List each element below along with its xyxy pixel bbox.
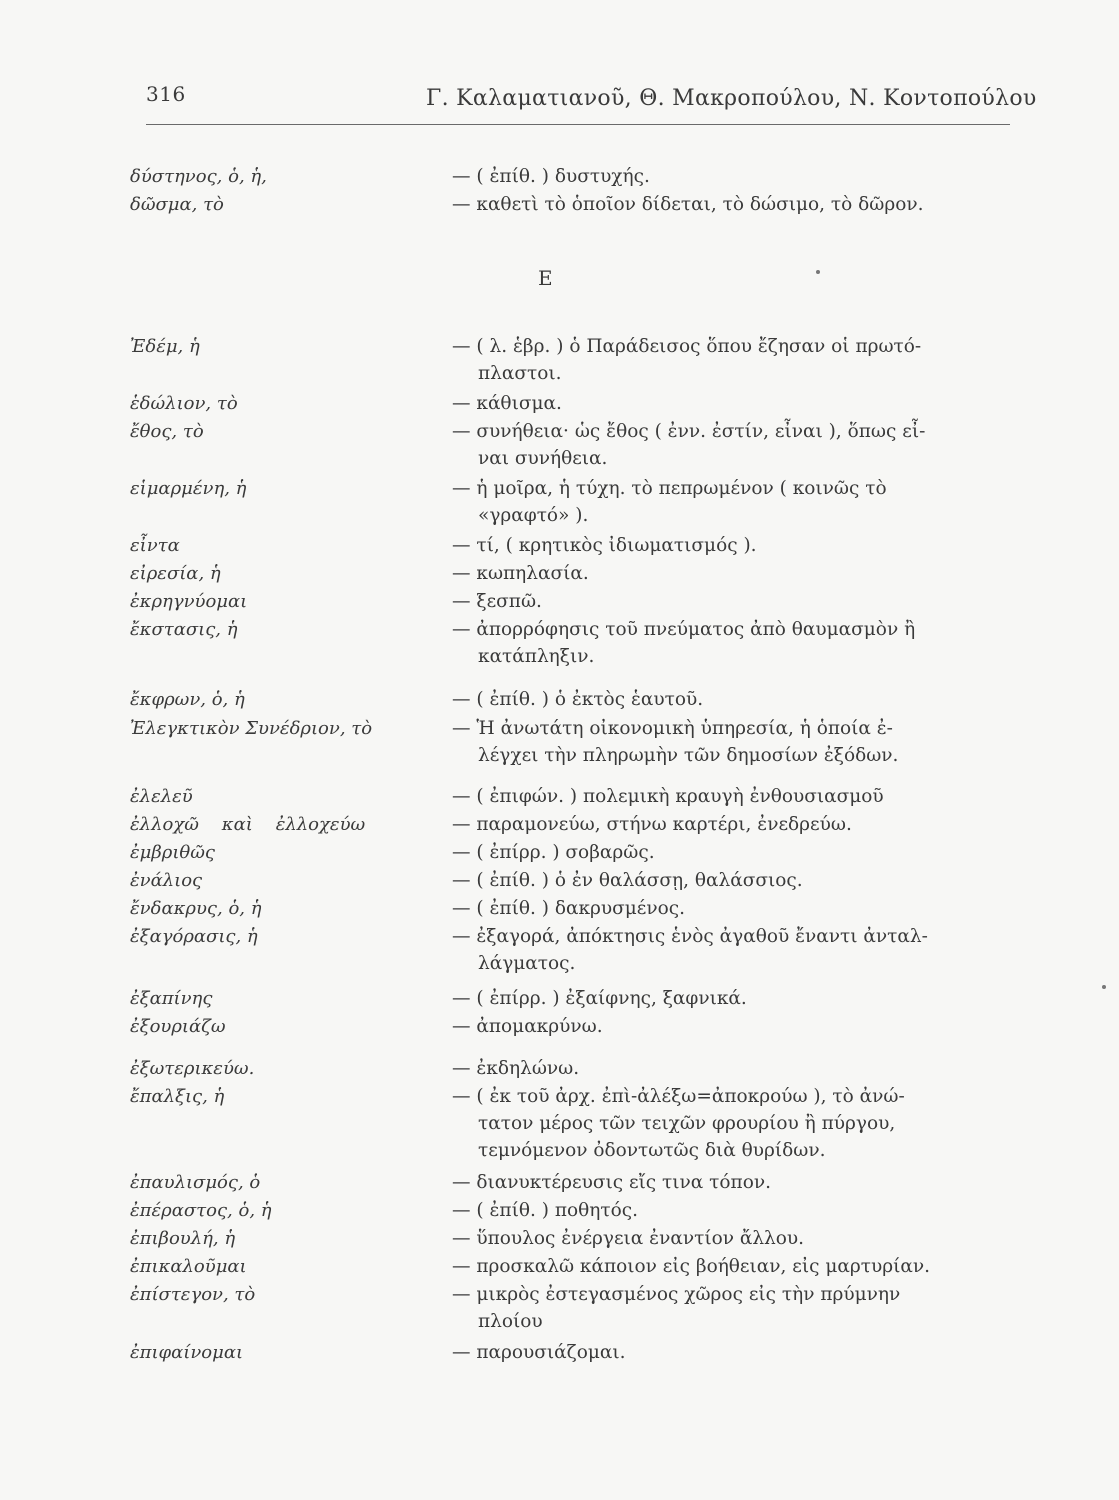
definition-line: — ( ἐπίθ. ) δακρυσμένος. <box>452 898 685 919</box>
entry-term: ἑδώλιον, τὸ <box>130 393 238 414</box>
running-head: Γ. Καλαματιανοῦ, Θ. Μακροπούλου, Ν. Κοντοπούλου <box>426 86 1037 111</box>
definition-line: — ( ἐπίθ. ) ὁ ἐκτὸς ἑαυτοῦ. <box>452 689 704 710</box>
entry-definition <box>452 418 987 472</box>
definition-line: — ( ἐπίθ. ) ὁ ἐν θαλάσσῃ, θαλάσσιος. <box>452 870 803 891</box>
entry-term: ἐνάλιος <box>130 870 203 891</box>
definition-line: — μικρὸς ἐστεγασμένος χῶρος εἰς τὴν πρύμνην <box>452 1284 901 1305</box>
definition-line: — ἐξαγορά, ἀπόκτησις ἑνὸς ἀγαθοῦ ἔναντι ἀνταλ- <box>452 926 928 947</box>
entry-term: ἔθος, τὸ <box>130 421 204 442</box>
definition-line: λάγματος. <box>478 953 576 974</box>
entry-term: Ἐδέμ, ἡ <box>130 336 200 357</box>
definition-line: τεμνόμενον ὀδοντωτῶς διὰ θυρίδων. <box>478 1140 826 1161</box>
entry-definition <box>452 588 987 615</box>
entry-term: εἱμαρμένη, ἡ <box>130 478 247 499</box>
entry-definition <box>452 1083 987 1164</box>
entry-definition <box>452 839 987 866</box>
entry-term: ἐπίστεγον, τὸ <box>130 1284 256 1305</box>
entry-definition <box>452 1197 987 1224</box>
entry-term: ἔκστασις, ἡ <box>130 619 238 640</box>
entry-definition <box>452 1339 987 1366</box>
print-speck <box>816 270 820 274</box>
definition-line: — ( λ. ἑβρ. ) ὁ Παράδεισος ὅπου ἔζησαν οἱ πρωτό- <box>452 336 922 357</box>
entry-definition <box>452 895 987 922</box>
entry-definition <box>452 715 987 769</box>
definition-line: — προσκαλῶ κάποιον εἰς βοήθειαν, εἰς μαρτυρίαν. <box>452 1256 930 1277</box>
section-letter: Ε <box>538 266 553 290</box>
entry-term: ἐξαπίνης <box>130 988 213 1009</box>
entry-term: ἐμβριθῶς <box>130 842 215 863</box>
entry-definition <box>452 390 987 417</box>
entry-definition <box>452 923 987 977</box>
entry-term: ἐλλοχῶ καὶ ἐλλοχεύω <box>130 814 366 835</box>
definition-line: λέγχει τὴν πληρωμὴν τῶν δημοσίων ἐξόδων. <box>478 745 899 766</box>
entry-term: ἐξωτερικεύω. <box>130 1058 255 1079</box>
definition-line: — ( ἐπίθ. ) δυστυχής. <box>452 166 650 187</box>
definition-line: — συνήθεια· ὡς ἔθος ( ἐνν. ἐστίν, εἶναι ), ὅπως εἶ- <box>452 421 926 442</box>
entry-term: ἐκρηγνύομαι <box>130 591 248 612</box>
entry-term: ἐξουριάζω <box>130 1016 226 1037</box>
definition-line: — κωπηλασία. <box>452 563 589 584</box>
entry-term: ἐλελεῦ <box>130 786 193 807</box>
entry-term: ἐπικαλοῦμαι <box>130 1256 247 1277</box>
entry-definition <box>452 532 987 559</box>
entry-definition <box>452 616 987 670</box>
entry-definition <box>452 985 987 1012</box>
definition-line: — Ἡ ἀνωτάτη οἰκονομικὴ ὑπηρεσία, ἡ ὁποία ἐ- <box>452 718 893 739</box>
entry-term: ἔπαλξις, ἡ <box>130 1086 225 1107</box>
definition-line: — ἀπορρόφησις τοῦ πνεύματος ἀπὸ θαυμασμὸν ἢ <box>452 619 916 640</box>
definition-line: — ( ἐκ τοῦ ἀρχ. ἐπὶ-ἀλέξω=ἀποκρούω ), τὸ ἀνώ- <box>452 1086 905 1107</box>
entry-term: εἰρεσία, ἡ <box>130 563 221 584</box>
entry-definition <box>452 163 987 190</box>
page-number: 316 <box>146 82 186 106</box>
entry-term: Ἐλεγκτικὸν Συνέδριον, τὸ <box>130 718 373 739</box>
entry-definition <box>452 867 987 894</box>
entry-definition <box>452 475 987 529</box>
entry-definition <box>452 191 987 218</box>
entry-definition <box>452 811 987 838</box>
definition-line: ναι συνήθεια. <box>478 448 608 469</box>
entry-definition <box>452 1169 987 1196</box>
definition-line: πλοίου <box>478 1311 543 1332</box>
entry-term: ἐπαυλισμός, ὁ <box>130 1172 261 1193</box>
definition-line: — ( ἐπιφών. ) πολεμικὴ κραυγὴ ἐνθουσιασμοῦ <box>452 786 884 807</box>
entry-term: δῶσμα, τὸ <box>130 194 224 215</box>
definition-line: — κάθισμα. <box>452 393 562 414</box>
entry-term: ἔκφρων, ὁ, ἡ <box>130 689 245 710</box>
header-rule <box>146 124 1010 125</box>
definition-line: — καθετὶ τὸ ὁποῖον δίδεται, τὸ δώσιμο, τὸ δῶρον. <box>452 194 924 215</box>
entry-term: ἐπιβουλή, ἡ <box>130 1228 236 1249</box>
entry-definition <box>452 783 987 810</box>
entry-term: εἶντα <box>130 535 180 556</box>
definition-line: πλαστοι. <box>478 363 562 384</box>
entry-definition <box>452 333 987 387</box>
definition-line: — ( ἐπίρρ. ) σοβαρῶς. <box>452 842 655 863</box>
entry-definition <box>452 1253 987 1280</box>
entry-definition <box>452 1225 987 1252</box>
definition-line: «γραφτό» ). <box>478 505 589 526</box>
print-speck <box>1102 985 1106 989</box>
entry-term: δύστηνος, ὁ, ἡ, <box>130 166 267 187</box>
definition-line: τατον μέρος τῶν τειχῶν φρουρίου ἢ πύργου, <box>478 1113 896 1134</box>
definition-line: — παραμονεύω, στήνω καρτέρι, ἐνεδρεύω. <box>452 814 852 835</box>
entry-definition <box>452 1055 987 1082</box>
definition-line: — διανυκτέρευσις εἴς τινα τόπον. <box>452 1172 771 1193</box>
definition-line: — ξεσπῶ. <box>452 591 542 612</box>
definition-line: — τί, ( κρητικὸς ἰδιωματισμός ). <box>452 535 757 556</box>
entry-definition <box>452 686 987 713</box>
definition-line: — ὕπουλος ἐνέργεια ἐναντίον ἄλλου. <box>452 1228 805 1249</box>
definition-line: — ( ἐπίθ. ) ποθητός. <box>452 1200 638 1221</box>
entry-definition <box>452 560 987 587</box>
definition-line: — ἐκδηλώνω. <box>452 1058 580 1079</box>
entry-term: ἐξαγόρασις, ἡ <box>130 926 258 947</box>
definition-line: — ἀπομακρύνω. <box>452 1016 603 1037</box>
entry-definition <box>452 1013 987 1040</box>
definition-line: — ( ἐπίρρ. ) ἐξαίφνης, ξαφνικά. <box>452 988 747 1009</box>
entry-definition <box>452 1281 987 1335</box>
definition-line: — παρουσιάζομαι. <box>452 1342 626 1363</box>
entry-term: ἐπέραστος, ὁ, ἡ <box>130 1200 272 1221</box>
definition-line: — ἡ μοῖρα, ἡ τύχη. τὸ πεπρωμένον ( κοινῶς τὸ <box>452 478 887 499</box>
page-header <box>0 0 1119 130</box>
entry-term: ἔνδακρυς, ὁ, ἡ <box>130 898 262 919</box>
entry-term: ἐπιφαίνομαι <box>130 1342 244 1363</box>
definition-line: κατάπληξιν. <box>478 646 595 667</box>
